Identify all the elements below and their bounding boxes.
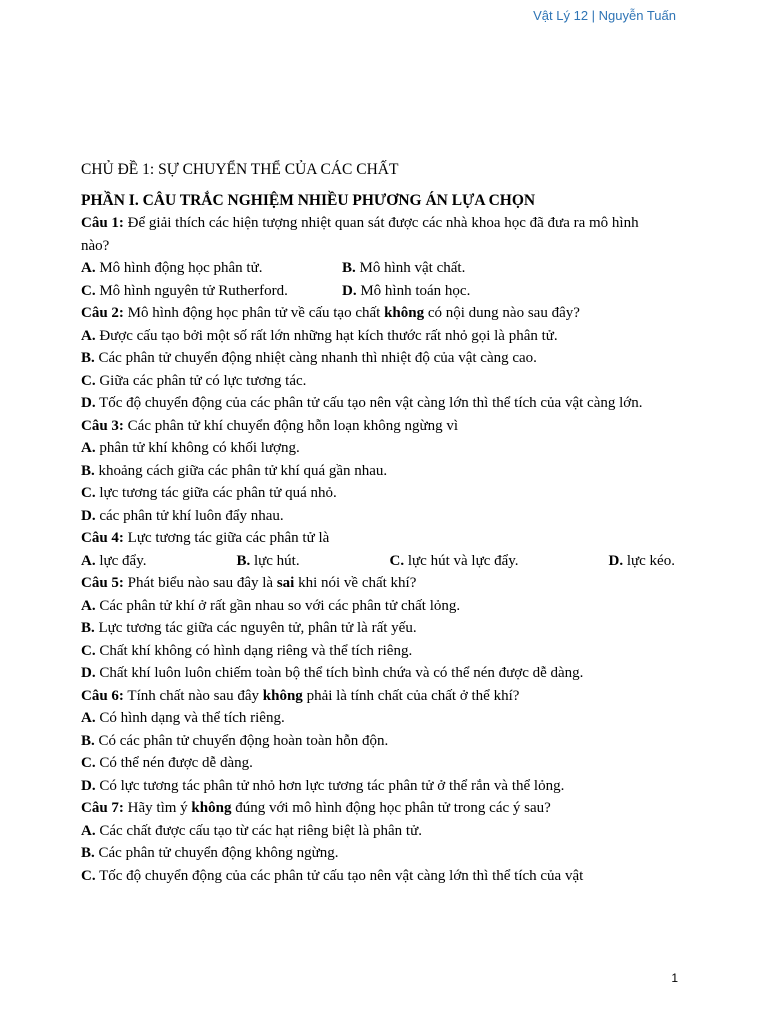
option-c: C. Tốc độ chuyển động của các phân tử cấu tạo nên vật càng lớn thì thể tích của vật (81, 867, 584, 884)
option-b: B. Có các phân tử chuyển động hoàn toàn hỗn độn. (81, 732, 389, 749)
question-label: Câu 1: (81, 215, 124, 231)
options-row (81, 257, 681, 280)
option-b: B. Các phân tử chuyển động nhiệt càng nhanh thì nhiệt độ của vật càng cao. (81, 350, 537, 366)
option-b: B. Lực tương tác giữa các nguyên tử, phân tử là rất yếu. (81, 620, 417, 636)
option-b: B. Mô hình vật chất. (342, 260, 466, 276)
question-1 (81, 212, 681, 235)
option-a: A. Các phân tử khí ở rất gần nhau so với các phân tử chất lỏng. (81, 597, 461, 614)
option-d: D. lực kéo. (608, 552, 675, 569)
option-c: C. Mô hình nguyên tử Rutherford. (81, 282, 288, 299)
question-1-continuation: nào? (81, 237, 110, 254)
option-d: D. Tốc độ chuyển động của các phân tử cấu tạo nên vật càng lớn thì thể tích của vật càng lớn. (81, 395, 643, 411)
option-d: D. Mô hình toán học. (342, 282, 471, 299)
page-number: 1 (671, 971, 678, 985)
option-a: A. phân tử khí không có khối lượng. (81, 440, 300, 456)
option-d: D. Có lực tương tác phân tử nhỏ hơn lực tương tác phân tử ở thể rắn và thể lỏng. (81, 777, 565, 794)
question-text: Để giải thích các hiện tượng nhiệt quan sát được các nhà khoa học đã đưa ra mô hình (123, 215, 639, 231)
option-a: A. lực đẩy. (81, 552, 147, 569)
option-c: C. lực hút và lực đẩy. (389, 552, 519, 569)
topic-title: CHỦ ĐỀ 1: SỰ CHUYỂN THỂ CỦA CÁC CHẤT (81, 161, 399, 178)
question-3: Câu 3: Các phân tử khí chuyển động hỗn loạn không ngừng vì (81, 417, 459, 434)
option-a: A. Được cấu tạo bởi một số rất lớn những hạt kích thước rất nhỏ gọi là phân tử. (81, 327, 558, 344)
option-c: C. Chất khí không có hình dạng riêng và thể tích riêng. (81, 642, 413, 659)
document-body (81, 159, 681, 887)
options-row (81, 550, 675, 573)
option-b: B. khoảng cách giữa các phân tử khí quá gần nhau. (81, 462, 388, 479)
question-5: Câu 5: Phát biểu nào sau đây là sai khi nói về chất khí? (81, 575, 417, 591)
page-header: Vật Lý 12 | Nguyễn Tuấn (533, 8, 676, 23)
question-2: Câu 2: Mô hình động học phân tử về cấu tạo chất không có nội dung nào sau đây? (81, 305, 580, 321)
options-row (81, 280, 681, 303)
option-a: A. Có hình dạng và thể tích riêng. (81, 710, 285, 726)
option-d: D. các phân tử khí luôn đẩy nhau. (81, 507, 284, 524)
option-a: A. Các chất được cấu tạo từ các hạt riêng biệt là phân tử. (81, 822, 422, 839)
question-7: Câu 7: Hãy tìm ý không đúng với mô hình động học phân tử trong các ý sau? (81, 800, 551, 816)
option-b: B. Các phân tử chuyển động không ngừng. (81, 845, 339, 861)
option-d: D. Chất khí luôn luôn chiếm toàn bộ thể tích bình chứa và có thể nén được dễ dàng. (81, 665, 584, 681)
option-c: C. lực tương tác giữa các phân tử quá nhỏ. (81, 485, 337, 501)
question-4: Câu 4: Lực tương tác giữa các phân tử là (81, 530, 330, 546)
question-6: Câu 6: Tính chất nào sau đây không phải là tính chất của chất ở thể khí? (81, 687, 520, 704)
option-b: B. lực hút. (236, 552, 300, 569)
part-title: PHẦN I. CÂU TRẮC NGHIỆM NHIỀU PHƯƠNG ÁN LỰA CHỌN (81, 191, 536, 209)
option-c: C. Giữa các phân tử có lực tương tác. (81, 372, 307, 389)
option-c: C. Có thể nén được dễ dàng. (81, 755, 253, 771)
option-a: A. Mô hình động học phân tử. (81, 260, 263, 276)
